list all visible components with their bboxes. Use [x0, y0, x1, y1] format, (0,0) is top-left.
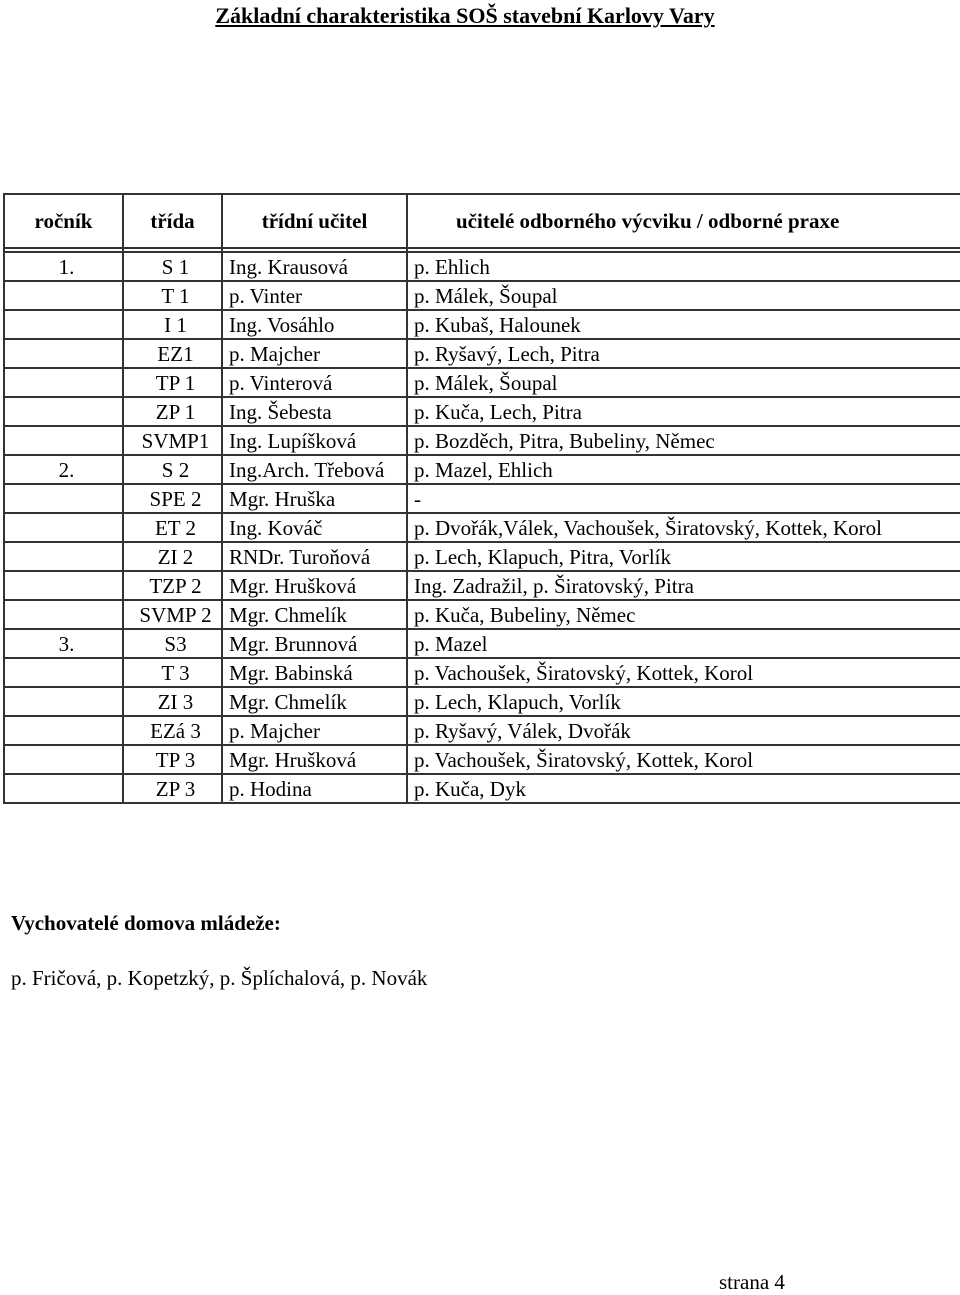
cell-year: [4, 426, 123, 455]
document-title: Základní charakteristika SOŠ stavební Karlovy Vary: [215, 3, 715, 28]
cell-teacher: Ing. Šebesta: [222, 397, 407, 426]
table-row: [4, 774, 960, 803]
table-row: [4, 455, 960, 484]
cell-year: 2.: [4, 455, 123, 484]
cell-instructors: p. Ryšavý, Lech, Pitra: [407, 339, 960, 368]
table-header-row: [4, 194, 960, 248]
cell-class: SVMP1: [123, 426, 222, 455]
table-row: [4, 339, 960, 368]
cell-class: S 2: [123, 455, 222, 484]
cell-class: TP 1: [123, 368, 222, 397]
cell-class: EZ1: [123, 339, 222, 368]
cell-teacher: p. Vinter: [222, 281, 407, 310]
table-row: [4, 629, 960, 658]
cell-instructors: p. Bozděch, Pitra, Bubeliny, Němec: [407, 426, 960, 455]
cell-instructors: p. Kuča, Dyk: [407, 774, 960, 803]
table-row: [4, 542, 960, 571]
class-overview-table: [3, 193, 960, 804]
table-row: [4, 281, 960, 310]
cell-teacher: Ing.Arch. Třebová: [222, 455, 407, 484]
table-row: [4, 658, 960, 687]
cell-class: EZá 3: [123, 716, 222, 745]
cell-year: [4, 368, 123, 397]
cell-instructors: p. Lech, Klapuch, Vorlík: [407, 687, 960, 716]
cell-class: S3: [123, 629, 222, 658]
cell-instructors: p. Vachoušek, Širatovský, Kottek, Korol: [407, 658, 960, 687]
cell-teacher: Ing. Vosáhlo: [222, 310, 407, 339]
cell-class: S 1: [123, 252, 222, 281]
table-row: [4, 252, 960, 281]
cell-teacher: Mgr. Chmelík: [222, 600, 407, 629]
cell-class: TZP 2: [123, 571, 222, 600]
cell-class: SPE 2: [123, 484, 222, 513]
cell-class: SVMP 2: [123, 600, 222, 629]
cell-teacher: RNDr. Turoňová: [222, 542, 407, 571]
cell-teacher: Mgr. Hruška: [222, 484, 407, 513]
cell-instructors: p. Mazel: [407, 629, 960, 658]
header-teacher: třídní učitel: [222, 194, 407, 248]
cell-teacher: p. Majcher: [222, 716, 407, 745]
table-row: [4, 513, 960, 542]
cell-instructors: p. Ehlich: [407, 252, 960, 281]
cell-year: [4, 716, 123, 745]
table-body: [4, 252, 960, 803]
cell-class: ZP 3: [123, 774, 222, 803]
cell-year: 1.: [4, 252, 123, 281]
cell-class: ZI 3: [123, 687, 222, 716]
cell-year: [4, 542, 123, 571]
cell-instructors: p. Dvořák,Válek, Vachoušek, Širatovský, Kottek, Korol: [407, 513, 960, 542]
table-row: [4, 310, 960, 339]
cell-year: [4, 281, 123, 310]
cell-instructors: -: [407, 484, 960, 513]
cell-year: [4, 310, 123, 339]
table-row: [4, 484, 960, 513]
cell-instructors: p. Lech, Klapuch, Pitra, Vorlík: [407, 542, 960, 571]
cell-teacher: Ing. Lupíšková: [222, 426, 407, 455]
cell-instructors: p. Kubaš, Halounek: [407, 310, 960, 339]
cell-class: ZI 2: [123, 542, 222, 571]
cell-teacher: Mgr. Hrušková: [222, 571, 407, 600]
header-instructors: učitelé odborného výcviku / odborné praxe: [407, 194, 960, 248]
cell-teacher: Mgr. Hrušková: [222, 745, 407, 774]
header-class: třída: [123, 194, 222, 248]
cell-class: I 1: [123, 310, 222, 339]
cell-instructors: p. Málek, Šoupal: [407, 368, 960, 397]
cell-instructors: p. Mazel, Ehlich: [407, 455, 960, 484]
cell-year: 3.: [4, 629, 123, 658]
cell-instructors: p. Vachoušek, Širatovský, Kottek, Korol: [407, 745, 960, 774]
cell-class: T 1: [123, 281, 222, 310]
cell-class: TP 3: [123, 745, 222, 774]
cell-year: [4, 745, 123, 774]
cell-year: [4, 658, 123, 687]
cell-year: [4, 339, 123, 368]
dormitory-section-title: Vychovatelé domova mládeže:: [11, 911, 281, 935]
table-row: [4, 426, 960, 455]
header-year: ročník: [4, 194, 123, 248]
cell-instructors: p. Kuča, Bubeliny, Němec: [407, 600, 960, 629]
table-row: [4, 687, 960, 716]
cell-instructors: p. Málek, Šoupal: [407, 281, 960, 310]
cell-teacher: Ing. Krausová: [222, 252, 407, 281]
table-row: [4, 600, 960, 629]
cell-class: ZP 1: [123, 397, 222, 426]
cell-year: [4, 600, 123, 629]
cell-class: ET 2: [123, 513, 222, 542]
cell-year: [4, 687, 123, 716]
cell-instructors: p. Ryšavý, Válek, Dvořák: [407, 716, 960, 745]
cell-teacher: p. Vinterová: [222, 368, 407, 397]
cell-teacher: p. Majcher: [222, 339, 407, 368]
table-row: [4, 397, 960, 426]
cell-teacher: Mgr. Chmelík: [222, 687, 407, 716]
cell-teacher: Mgr. Brunnová: [222, 629, 407, 658]
page-number: strana 4: [719, 1270, 785, 1294]
cell-year: [4, 484, 123, 513]
cell-year: [4, 513, 123, 542]
cell-teacher: Ing. Kováč: [222, 513, 407, 542]
cell-instructors: Ing. Zadražil, p. Širatovský, Pitra: [407, 571, 960, 600]
cell-teacher: Mgr. Babinská: [222, 658, 407, 687]
cell-instructors: p. Kuča, Lech, Pitra: [407, 397, 960, 426]
table-row: [4, 571, 960, 600]
table-row: [4, 716, 960, 745]
table-row: [4, 368, 960, 397]
table-row: [4, 745, 960, 774]
cell-year: [4, 774, 123, 803]
dormitory-educators: p. Fričová, p. Kopetzký, p. Šplíchalová, p. Novák: [11, 966, 428, 990]
cell-year: [4, 571, 123, 600]
cell-teacher: p. Hodina: [222, 774, 407, 803]
cell-class: T 3: [123, 658, 222, 687]
cell-year: [4, 397, 123, 426]
